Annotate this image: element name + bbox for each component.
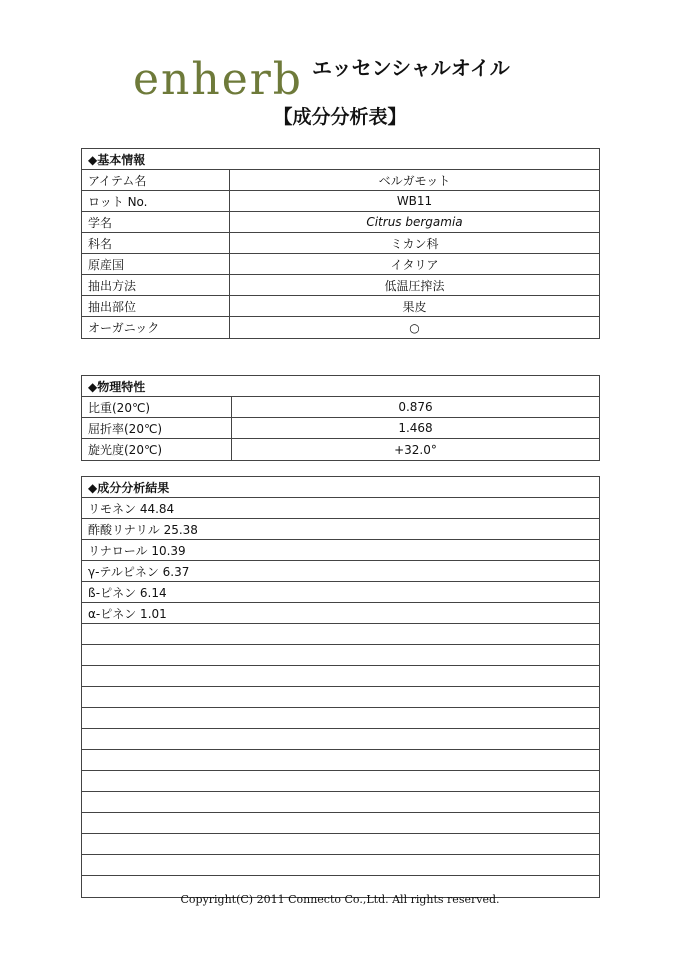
copyright-footer: Copyright(C) 2011 Connecto Co.,Ltd. All rights reserved. [180,893,500,906]
row-label: 学名 [82,212,230,232]
row-label: 比重(20℃) [82,397,232,417]
document-title: 【成分分析表】 [273,106,407,128]
list-item [82,813,599,834]
component-entry [82,687,599,707]
row-value: ベルガモット [378,173,451,188]
table-row [82,418,599,439]
table-row [82,233,599,254]
table-row [82,170,599,191]
list-item [82,771,599,792]
basic-info-table [81,148,600,339]
row-value: ○ [409,320,420,335]
component-entry [82,813,599,833]
list-item [82,498,599,519]
component-entry: 酢酸リナリル 25.38 [88,522,198,537]
row-label: アイテム名 [82,170,230,190]
row-label: 抽出方法 [82,275,230,295]
table-row [82,275,599,296]
physical-properties-table [81,375,600,461]
component-entry [82,624,599,644]
table-row [82,439,599,460]
table-row [82,296,599,317]
component-entry: α-ピネン 1.01 [88,606,167,621]
list-item [82,687,599,708]
table-row [82,254,599,275]
row-label: ロット No. [82,191,230,211]
list-item [82,561,599,582]
list-item [82,540,599,561]
brand-logo: enherb [133,54,303,105]
table-row [82,191,599,212]
row-value: 0.876 [398,400,433,414]
component-entry [82,666,599,686]
component-entry: リモネン 44.84 [88,501,175,516]
component-entry [82,792,599,812]
physical-properties-heading: ◆物理特性 [82,376,599,397]
row-value: Citrus bergamia [366,215,463,229]
component-entry: γ-テルピネン 6.37 [88,564,190,579]
row-label: 屈折率(20℃) [82,418,232,438]
row-label: オーガニック [82,317,230,338]
list-item [82,708,599,729]
row-label: 抽出部位 [82,296,230,316]
list-item [82,834,599,855]
table-row [82,212,599,233]
list-item [82,666,599,687]
table-row [82,397,599,418]
component-entry: ß-ピネン 6.14 [88,585,167,600]
component-entry [82,708,599,728]
component-entry [82,729,599,749]
row-value: WB11 [396,194,433,208]
product-type-heading: エッセンシャルオイル [312,56,510,80]
row-value: イタリア [390,257,439,272]
row-value: +32.0° [394,442,437,457]
table-row [82,317,599,338]
row-label: 原産国 [82,254,230,274]
list-item [82,582,599,603]
list-item [82,603,599,624]
component-entry [82,855,599,875]
row-label: 科名 [82,233,230,253]
row-value: ミカン科 [390,236,439,251]
row-value: 1.468 [398,421,433,435]
list-item [82,750,599,771]
basic-info-heading: ◆基本情報 [82,149,599,170]
component-entry: リナロール 10.39 [88,543,186,558]
list-item [82,519,599,540]
row-value: 果皮 [402,299,427,314]
component-entry [82,645,599,665]
component-entry [82,771,599,791]
component-entry [82,750,599,770]
list-item [82,855,599,876]
component-analysis-heading: ◆成分分析結果 [82,477,599,498]
row-value: 低温圧搾法 [384,278,445,293]
list-item [82,624,599,645]
component-analysis-table [81,476,600,898]
component-entry [82,834,599,854]
list-item [82,792,599,813]
list-item [82,729,599,750]
list-item [82,645,599,666]
row-label: 旋光度(20℃) [82,439,232,460]
